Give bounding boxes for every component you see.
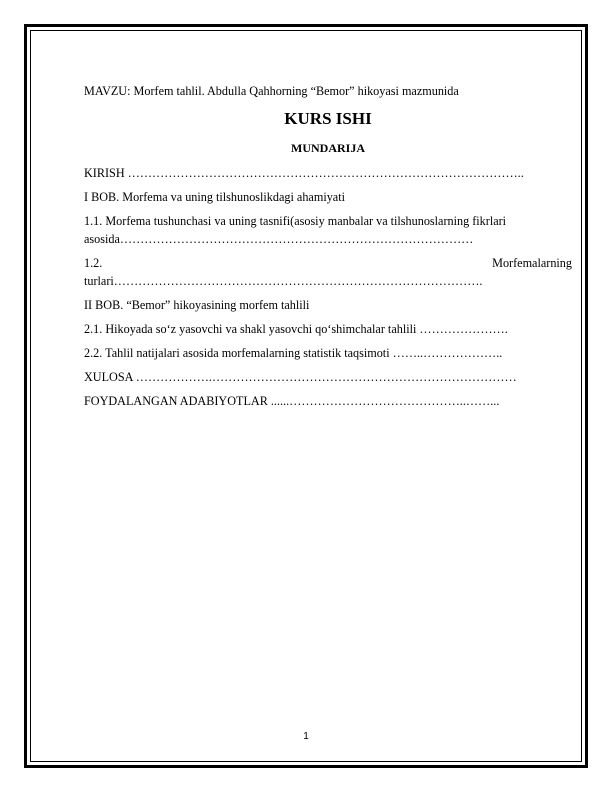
toc-entry-1-2-line2: turlari………………………………………………………………………………. [84,274,483,288]
toc-entry-1-2-number: 1.2. [84,256,103,270]
topic-line: MAVZU: Morfem tahlil. Abdulla Qahhorning “Bemor” hikoyasi mazmunida [84,84,459,98]
toc-entry-1-1 [84,212,572,248]
toc-entry-chapter-1: I BOB. Morfema va uning tilshunoslikdagi ahamiyati [84,190,345,204]
toc-entry-1-2-line1 [84,254,572,272]
toc-entry-references: FOYDALANGAN ADABIYOTLAR ......……………………………………..……... [84,394,500,408]
toc-entry-1-1-line1: 1.1. Morfema tushunchasi va uning tasnifi(asosiy manbalar va tilshunoslarning fikrlari [84,214,507,228]
toc-entry-1-1-line2: asosida…………………………………………………………………………… [84,232,474,246]
toc-entry-chapter-2: II BOB. “Bemor” hikoyasining morfem tahlili [84,298,310,312]
page-number: 1 [303,731,309,742]
toc-entry-2-1: 2.1. Hikoyada so‘z yasovchi va shakl yasovchi qo‘shimchalar tahlili …………………. [84,322,508,336]
toc-entry-1-2 [84,254,572,290]
toc-entry-kirish: KIRISH …………………………………………………………………………………….. [84,166,524,180]
toc-entry-xulosa: XULOSA ……………….………………………………………………………………… [84,370,517,384]
toc-entry-2-2: 2.2. Tahlil natijalari asosida morfemalarning statistik taqsimoti ……..……………….. [84,346,503,360]
document-body [84,82,572,416]
toc-entry-1-2-word: Morfemalarning [492,256,572,270]
document-title: KURS ISHI [284,109,372,128]
contents-heading: MUNDARIJA [291,141,365,155]
